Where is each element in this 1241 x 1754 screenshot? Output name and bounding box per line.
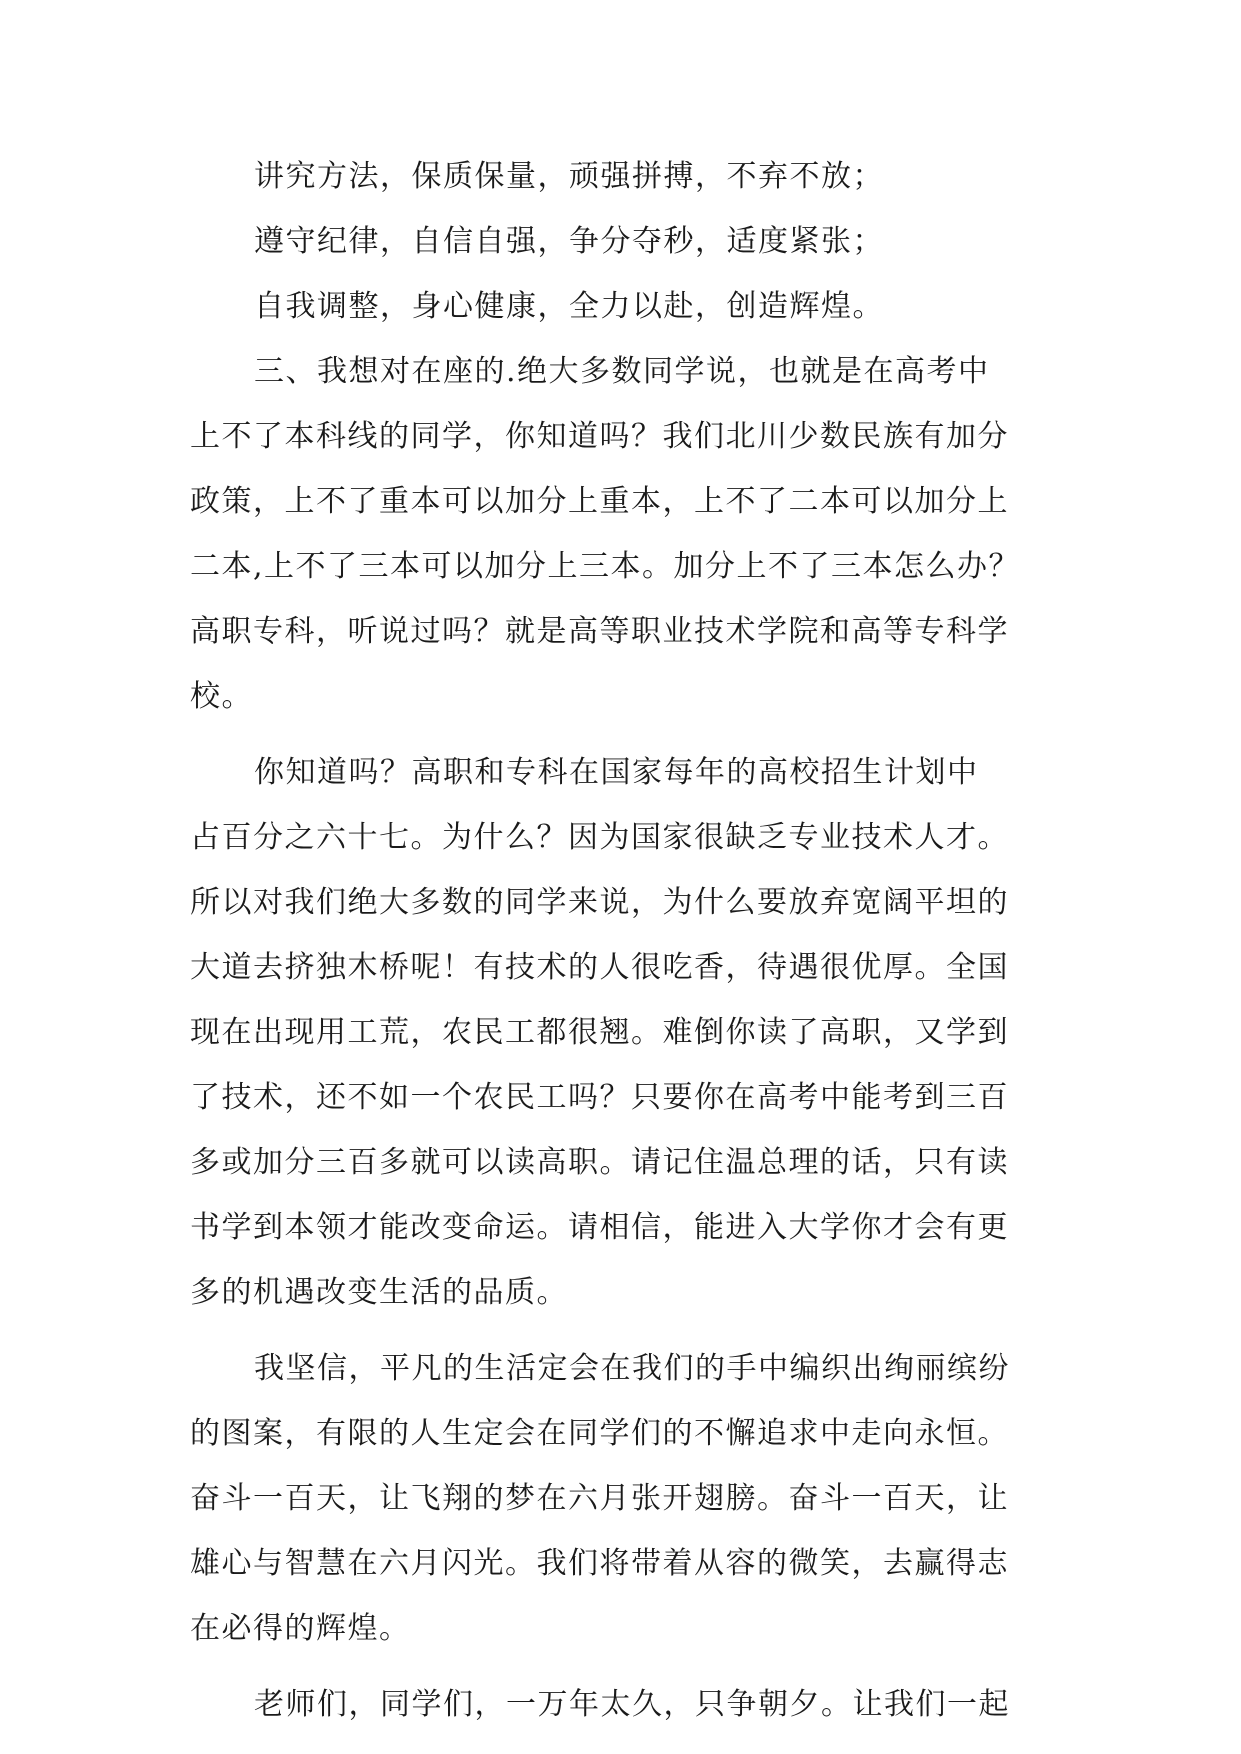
document-page (190, 158, 1065, 1751)
text-line: 校。 (190, 679, 253, 714)
text-line: 讲究方法，保质保量，顽强拼搏，不弃不放； (254, 159, 884, 194)
text-line: 现在出现用工荒，农民工都很翘。难倒你读了高职，又学到 (190, 1015, 1009, 1050)
text-line: 多的机遇改变生活的品质。 (190, 1275, 568, 1310)
text-line: 了技术，还不如一个农民工吗？只要你在高考中能考到三百 (190, 1080, 1009, 1115)
text-line: 你知道吗？高职和专科在国家每年的高校招生计划中 (254, 755, 979, 790)
text-line: 占百分之六十七。为什么？因为国家很缺乏专业技术人才。 (190, 820, 1009, 855)
text-line: 政策，上不了重本可以加分上重本，上不了二本可以加分上 (190, 484, 1009, 519)
text-line: 自我调整，身心健康，全力以赴，创造辉煌。 (254, 289, 884, 324)
text-line: 所以对我们绝大多数的同学来说，为什么要放弃宽阔平坦的 (190, 885, 1009, 920)
text-line: 高职专科，听说过吗？就是高等职业技术学院和高等专科学 (190, 614, 1009, 649)
text-line: 遵守纪律，自信自强，争分夺秒，适度紧张； (254, 224, 884, 259)
text-line: 二本,上不了三本可以加分上三本。加分上不了三本怎么办？ (190, 549, 1021, 584)
text-line: 奋斗一百天，让飞翔的梦在六月张开翅膀。奋斗一百天，让 (190, 1481, 1009, 1516)
text-line: 上不了本科线的同学，你知道吗？我们北川少数民族有加分 (190, 419, 1009, 454)
text-line: 大道去挤独木桥呢！有技术的人很吃香，待遇很优厚。全国 (190, 950, 1009, 985)
text-line: 在必得的辉煌。 (190, 1611, 411, 1646)
text-line: 书学到本领才能改变命运。请相信，能进入大学你才会有更 (190, 1210, 1009, 1245)
text-line: 多或加分三百多就可以读高职。请记住温总理的话，只有读 (190, 1145, 1009, 1180)
text-line: 的图案，有限的人生定会在同学们的不懈追求中走向永恒。 (190, 1416, 1009, 1451)
text-line: 三、我想对在座的.绝大多数同学说，也就是在高考中 (254, 354, 990, 389)
text-line: 我坚信，平凡的生活定会在我们的手中编织出绚丽缤纷 (254, 1351, 1010, 1386)
text-line: 雄心与智慧在六月闪光。我们将带着从容的微笑，去赢得志 (190, 1546, 1009, 1581)
text-line: 老师们，同学们，一万年太久，只争朝夕。让我们一起 (254, 1687, 1010, 1722)
